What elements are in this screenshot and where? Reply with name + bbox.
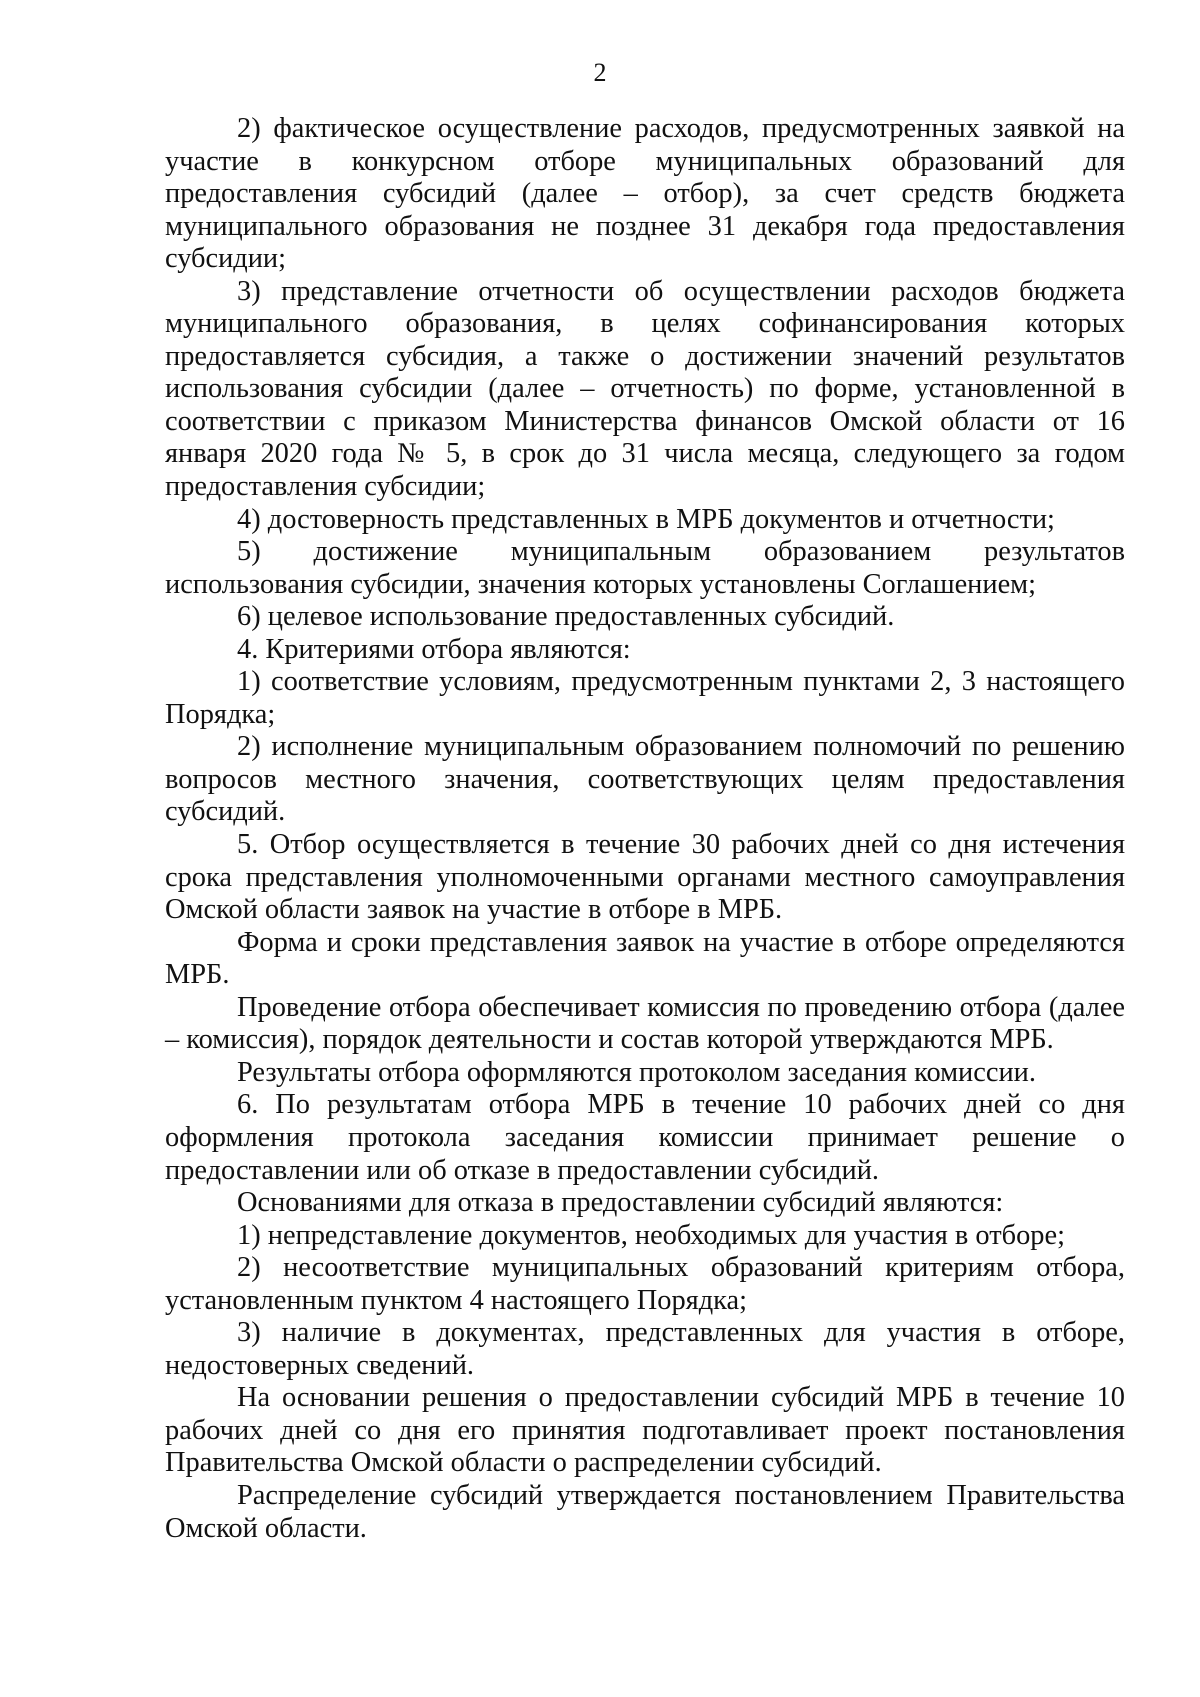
paragraph: 1) непредставление документов, необходимых для участия в отборе; [237, 1219, 1065, 1251]
document-body [165, 113, 1125, 1545]
paragraph: 4. Критериями отбора являются: [237, 633, 631, 665]
paragraph: Проведение отбора обеспечивает комиссия по проведению отбора (далее – комиссия), порядок деятельности и состав которой утверждаются МРБ. [165, 991, 1125, 1056]
paragraph: 6) целевое использование предоставленных субсидий. [237, 601, 895, 633]
paragraph: Распределение субсидий утверждается постановлением Правительства Омской области. [165, 1479, 1125, 1544]
paragraph: 2) несоответствие муниципальных образований критериям отбора, установленным пунктом 4 настоящего Порядка; [165, 1252, 1125, 1316]
paragraph: 5) достижение муниципальным образованием результатов использования субсидии, значения которых установлены Соглашением; [165, 536, 1125, 600]
paragraph: Основаниями для отказа в предоставлении субсидий являются: [237, 1187, 1004, 1219]
paragraph: 1) соответствие условиям, предусмотренным пунктами 2, 3 настоящего Порядка; [165, 666, 1125, 730]
paragraph: 6. По результатам отбора МРБ в течение 10 рабочих дней со дня оформления протокола заседания комиссии принимает решение о предоставлении или об отказе в предоставлении субсидий. [165, 1089, 1125, 1186]
paragraph: Форма и сроки представления заявок на участие в отборе определяются МРБ. [165, 926, 1125, 991]
paragraph: 2) фактическое осуществление расходов, предусмотренных заявкой на участие в конкурсном отборе муниципальных образований для предоставления субсидий (далее – отбор), за счет средств бюджета муниципального образования не позднее 31 декабря года предоставления субсидии; [165, 113, 1125, 275]
paragraph: 3) представление отчетности об осуществлении расходов бюджета муниципального образования, в целях софинансирования которых предоставляется субсидия, а также о достижении значений результатов использования субсидии (далее – отчетность) по форме, установленной в соответствии с приказом Министерства финансов Омской области от 16 января 2020 года № 5, в срок до 31 числа месяца, следующего за годом предоставления субсидии; [165, 275, 1125, 503]
page-number: 2 [593, 58, 607, 87]
paragraph: 3) наличие в документах, представленных для участия в отборе, недостоверных сведений. [165, 1317, 1125, 1381]
paragraph: Результаты отбора оформляются протоколом заседания комиссии. [237, 1056, 1036, 1088]
paragraph: 4) достоверность представленных в МРБ документов и отчетности; [237, 503, 1055, 535]
paragraph: На основании решения о предоставлении субсидий МРБ в течение 10 рабочих дней со дня его принятия подготавливает проект постановления Правительства Омской области о распределении субсидий. [165, 1382, 1125, 1479]
paragraph: 5. Отбор осуществляется в течение 30 рабочих дней со дня истечения срока представления уполномоченными органами местного самоуправления Омской области заявок на участие в отборе в МРБ. [165, 829, 1125, 926]
paragraph: 2) исполнение муниципальным образованием полномочий по решению вопросов местного значения, соответствующих целям предоставления субсидий. [165, 731, 1125, 828]
